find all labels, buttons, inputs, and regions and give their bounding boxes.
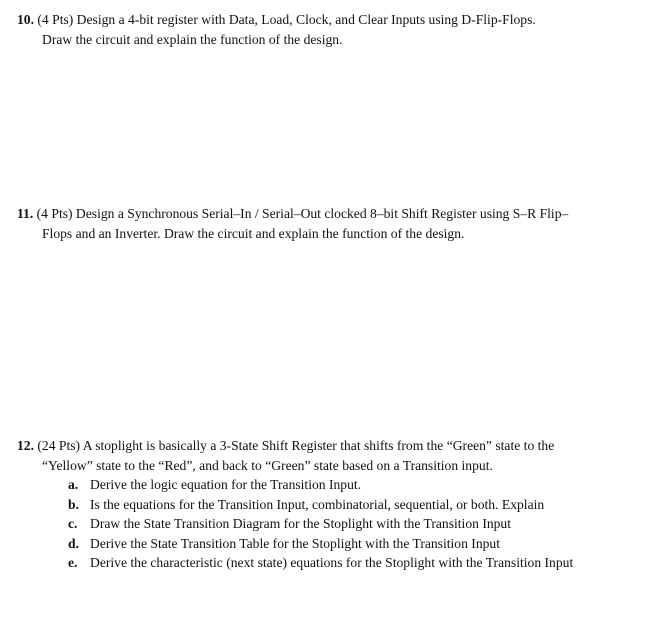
question-12-parts [17, 475, 635, 573]
question-12-line-1 [17, 436, 635, 456]
part-a-letter: a. [68, 477, 79, 492]
question-11-line-1 [17, 204, 635, 224]
question-11-number: 11. [17, 206, 34, 221]
part-a-text: Derive the logic equation for the Transition Input. [90, 477, 362, 492]
part-a [17, 475, 635, 495]
part-c [17, 514, 635, 534]
question-10-line-1 [17, 10, 635, 30]
question-10-text-line-1: (4 Pts) Design a 4-bit register with Data, Load, Clock, and Clear Inputs using D-Flip-Flops. [37, 12, 536, 27]
part-b-text: Is the equations for the Transition Input, combinatorial, sequential, or both. Explain [90, 496, 545, 512]
question-10-number: 10. [17, 12, 34, 27]
question-12 [17, 436, 635, 573]
question-11-text-line-2: Flops and an Inverter. Draw the circuit and explain the function of the design. [42, 225, 465, 241]
part-d-letter: d. [68, 535, 79, 551]
part-d-text: Derive the State Transition Table for the Stoplight with the Transition Input [90, 535, 500, 551]
part-e-letter: e. [68, 555, 78, 570]
part-d [17, 534, 635, 554]
question-12-text-line-1: (24 Pts) A stoplight is basically a 3-State Shift Register that shifts from the “Green” state to the [37, 438, 555, 453]
question-10 [17, 10, 635, 49]
question-12-text-line-2: “Yellow” state to the “Red”, and back to “Green” state based on a Transition input. [42, 457, 493, 473]
question-10-text-line-2: Draw the circuit and explain the function of the design. [42, 31, 343, 47]
part-b-letter: b. [68, 496, 79, 512]
part-b [17, 495, 635, 515]
question-12-number: 12. [17, 438, 34, 453]
part-e-text: Derive the characteristic (next state) equations for the Stoplight with the Transition Input [90, 555, 574, 570]
question-11 [17, 204, 635, 243]
question-11-text-line-1: (4 Pts) Design a Synchronous Serial–In / Serial–Out clocked 8–bit Shift Register using S–R Flip– [36, 206, 569, 221]
part-c-letter: c. [68, 516, 78, 531]
part-e [17, 553, 635, 573]
part-c-text: Draw the State Transition Diagram for the Stoplight with the Transition Input [90, 516, 512, 531]
